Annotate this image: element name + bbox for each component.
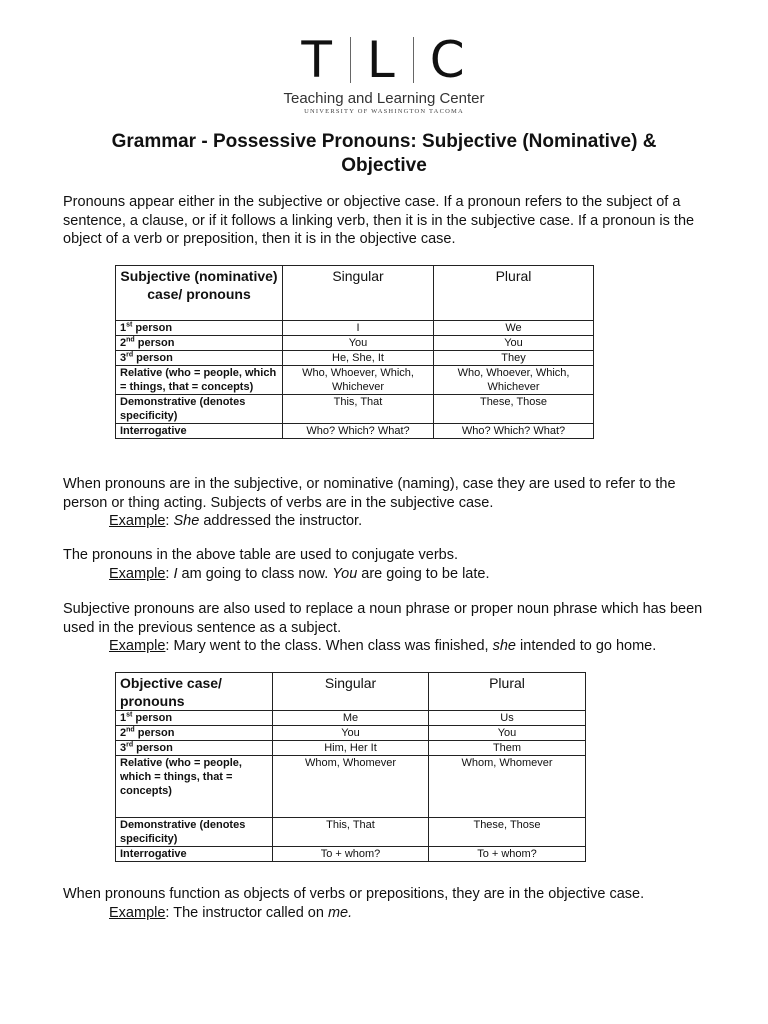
logo-letter-c: C <box>429 31 467 89</box>
logo-divider <box>413 37 414 83</box>
intro-paragraph: Pronouns appear either in the subjective or objective case. If a pronoun refers to the subject of a sentence, a clause, or if it follows a linking verb, then it is in the subjective case. If a pronoun is the object of a verb or preposition, then it is in the objective case. <box>63 194 695 247</box>
header-singular: Singular <box>273 673 429 711</box>
logo-mark <box>301 31 467 89</box>
logo-letter-t: T <box>301 31 334 89</box>
logo-divider <box>350 37 351 83</box>
header-case: Objective case/ pronouns <box>116 673 273 711</box>
example-line: Example: The instructor called on me. <box>109 904 353 921</box>
table-header-row <box>116 266 594 321</box>
header-plural: Plural <box>429 673 586 711</box>
example-label: Example <box>109 638 166 654</box>
header-singular: Singular <box>283 266 434 321</box>
table-row: Demonstrative (denotes specificity) This, That These, Those <box>116 395 594 424</box>
example-line: Example: Mary went to the class. When class was finished, she intended to go home. <box>109 638 657 654</box>
table-row: 1st person Me Us <box>116 711 586 726</box>
table-row: 1st person I We <box>116 321 594 336</box>
table-row: Interrogative Who? Which? What? Who? Which? What? <box>116 424 594 439</box>
paragraph-conjugate: The pronouns in the above table are used to conjugate verbs. Example: I am going to class now. You are going to be late. <box>63 546 713 583</box>
table-row: Relative (who = people, which = things, that = concepts) Who, Whoever, Which, Whichever Who, Whoever, Which, Whichever <box>116 366 594 395</box>
table-row: 2nd person You You <box>116 336 594 351</box>
logo <box>0 31 768 115</box>
example-line: Example: I am going to class now. You are going to be late. <box>109 565 490 582</box>
example-label: Example <box>109 513 166 529</box>
logo-name: Teaching and Learning Center <box>283 90 485 107</box>
table-row: Relative (who = people, which = things, that = concepts) Whom, Whomever Whom, Whomever <box>116 756 586 818</box>
table-header-row <box>116 673 586 711</box>
example-label: Example <box>109 904 166 921</box>
logo-letter-l: L <box>366 31 397 89</box>
table-row: 3rd person He, She, It They <box>116 351 594 366</box>
page-title <box>60 130 708 178</box>
title-line-2: Objective <box>341 155 427 176</box>
title-line-1: Grammar - Possessive Pronouns: Subjective (Nominative) & <box>111 131 657 152</box>
table-row: Interrogative To + whom? To + whom? <box>116 847 586 862</box>
example-label: Example <box>109 565 166 582</box>
paragraph-subjective-def: When pronouns are in the subjective, or nominative (naming), case they are used to refer to the person or thing acting. Subjects of verbs are in the subjective case. Example: She addressed the instructor. <box>63 475 713 531</box>
paragraph-objective-def: When pronouns function as objects of verbs or prepositions, they are in the objective case. Example: The instructor called on me. <box>63 885 713 922</box>
logo-subname: UNIVERSITY OF WASHINGTON TACOMA <box>304 108 464 115</box>
example-line: Example: She addressed the instructor. <box>109 513 363 529</box>
table-row: 3rd person Him, Her It Them <box>116 741 586 756</box>
table-row: 2nd person You You <box>116 726 586 741</box>
table-row: Demonstrative (denotes specificity) This, That These, Those <box>116 818 586 847</box>
paragraph-replace: Subjective pronouns are also used to replace a noun phrase or proper noun phrase which has been used in the previous sentence as a subject. Example: Mary went to the class. When class was finished, she intended to go home. <box>63 600 713 656</box>
header-plural: Plural <box>434 266 594 321</box>
subjective-table <box>115 265 594 439</box>
objective-table <box>115 672 586 862</box>
header-case: Subjective (nominative) case/ pronouns <box>116 266 283 321</box>
